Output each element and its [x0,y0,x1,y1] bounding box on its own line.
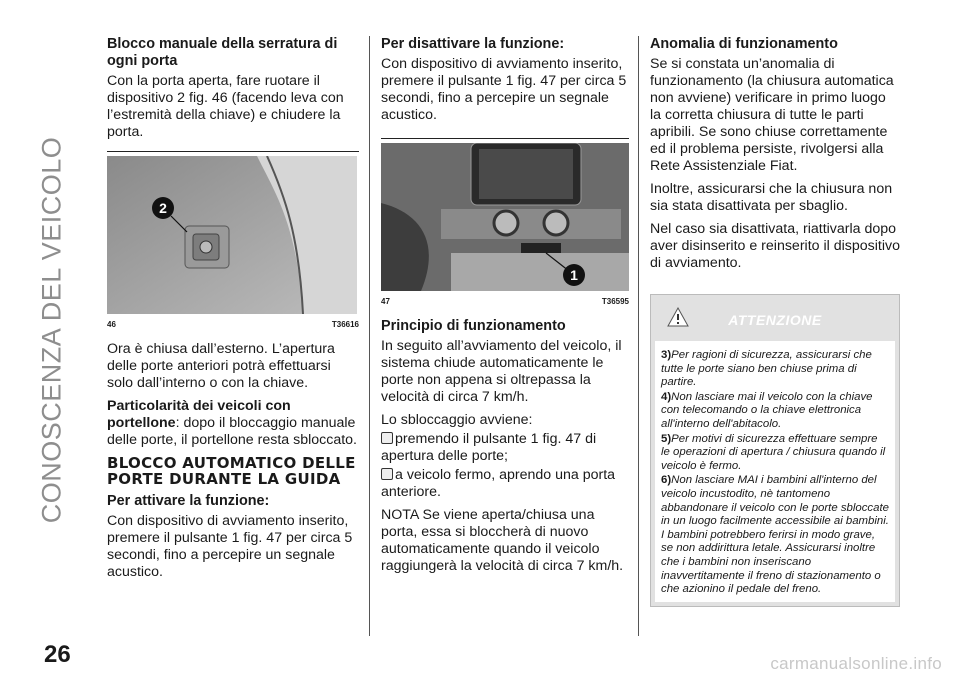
paragraph: Con dispositivo di avviamento inserito, premere il pulsante 1 fig. 47 per circa 5 secondi, fino a percepire un segnale acustico. [107,513,353,580]
svg-text:1: 1 [570,267,578,283]
figure-code: T36616 [331,320,359,329]
warning-triangle-icon [667,307,689,327]
warning-number: 4) [661,390,672,403]
figure-46 [107,151,359,333]
paragraph: Ora è chiusa dall’esterno. L’apertura delle porte anteriori potrà effettuarsi solo dall’interno o con la chiave. [107,341,335,391]
warning-item [661,391,889,432]
page-number: 26 [44,641,71,668]
paragraph: Con dispositivo di avviamento inserito, premere il pulsante 1 fig. 47 per circa 5 secondi, fino a percepire un segnale acustico. [381,56,627,123]
warning-number: 5) [661,432,672,445]
warning-item [661,474,889,596]
watermark: carmanualsonline.info [770,654,942,673]
warning-item [661,349,889,390]
heading-principle: Principio di funzionamento [381,318,566,334]
column-divider [369,36,370,636]
figure-code: T36595 [601,297,629,306]
warning-number: 3) [661,349,672,361]
column-3 [650,36,900,607]
heading-malfunction: Anomalia di funzionamento [650,36,838,52]
paragraph: Lo sbloccaggio avviene: [381,412,533,428]
list-item [381,467,629,501]
door-lock-illustration [107,156,357,314]
warning-box [650,294,900,607]
dashboard-illustration [381,143,629,291]
warning-text: Per ragioni di sicurezza, assicurarsi che tutte le porte siano ben chiuse prima di partire. [661,349,872,389]
paragraph: Nel caso sia disattivata, riattivarla dopo aver disinserito e reinserito il dispositivo di avviamento. [650,221,900,271]
warning-number: 6) [661,474,672,487]
warning-text: Per motivi di sicurezza effettuare sempre le operazioni di apertura / chiusura quando il veicolo è fermo. [661,432,886,472]
paragraph: Con la porta aperta, fare ruotare il dispositivo 2 fig. 46 (facendo leva con l’estremità della chiave) e chiudere la porta. [107,73,344,140]
bullet-icon [381,432,393,444]
warning-text: Non lasciare MAI i bambini all'interno del veicolo incustodito, nè tantomeno abbandonare il veicolo con le porte sbloccate in un luogo facilmente accessibile ai bambini. I bambini potrebbero ferirsi in modo grave, se non addirittura letale. Assicurarsi inoltre che i bambini non inseriscano inavvertitamente il freno di stazionamento o che azionino il pedale del freno. [661,474,889,596]
heading-deactivate: Per disattivare la funzione: [381,36,565,52]
tailgate-text: : dopo il bloccaggio manuale delle porte, il portellone resta sbloccato. [107,415,357,448]
warning-title: ATTENZIONE [728,312,822,328]
column-2 [381,36,629,581]
figure-number: 47 [381,297,390,306]
figure-number: 46 [107,320,116,329]
paragraph-note: NOTA Se viene aperta/chiusa una porta, essa si bloccherà di nuovo automaticamente quando il veicolo raggiungerà la velocità di circa 7 km/h. [381,507,624,574]
list-item-text: premendo il pulsante 1 fig. 47 di apertura delle porte; [381,431,597,464]
paragraph: Se si constata un’anomalia di funzionamento (la chiusura automatica non avviene) verificare in primo luogo la corretta chiusura di tutte le parti apribili. Se sono chiuse correttamente ed il problema persiste, rivolgersi alla Rete Assistenziale Fiat. [650,56,894,174]
section-side-title: CONOSCENZA DEL VEICOLO [36,136,67,524]
heading-manual-lock: Blocco manuale della serratura di ogni porta [107,36,338,69]
paragraph-tailgate [107,398,359,449]
heading-tailgate: Particolarità dei veicoli con portellone [107,398,291,431]
column-1 [107,36,359,587]
paragraph: Inoltre, assicurarsi che la chiusura non sia stata disattivata per sbaglio. [650,181,893,214]
warning-text: Non lasciare mai il veicolo con la chiave con telecomando o la chiave elettronica all'interno dell'abitacolo. [661,390,873,430]
heading-activate: Per attivare la funzione: [107,493,270,509]
list-item [381,431,629,465]
list-item-text: a veicolo fermo, aprendo una porta anteriore. [381,467,616,500]
warning-body [655,341,895,602]
section-title-auto-lock: BLOCCO AUTOMATICO DELLE PORTE DURANTE LA GUIDA [107,454,356,488]
column-divider [638,36,639,636]
svg-text:2: 2 [159,200,167,216]
bullet-icon [381,468,393,480]
warning-header [651,295,899,341]
warning-item [661,433,889,474]
figure-47 [381,138,629,310]
paragraph: In seguito all’avviamento del veicolo, il sistema chiude automaticamente le porte non appena si oltrepassa la velocità di circa 7 km/h. [381,338,622,405]
